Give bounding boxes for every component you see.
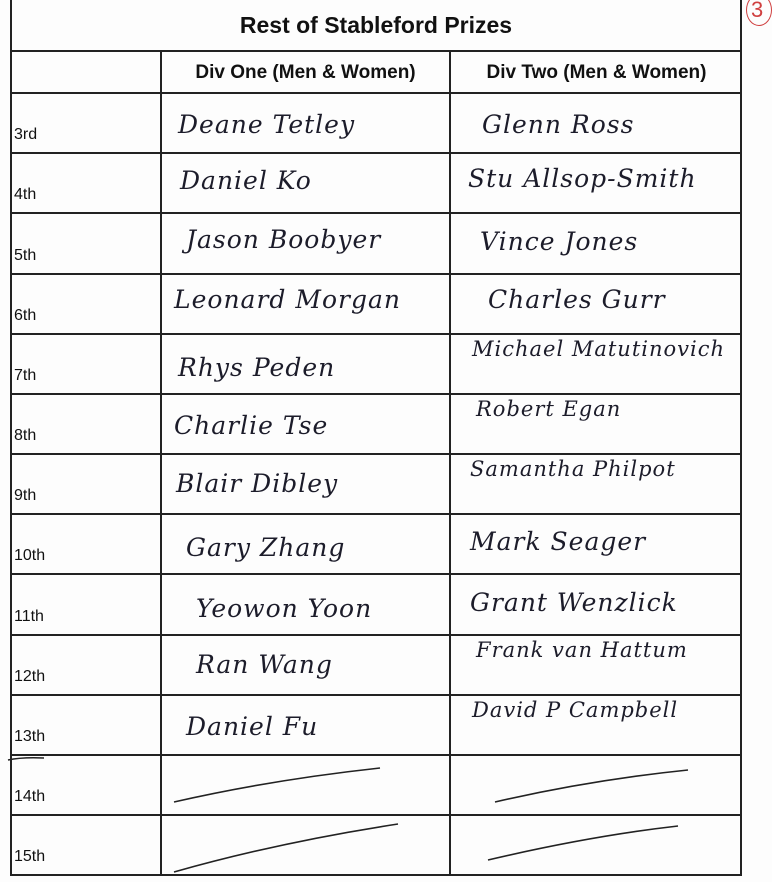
page-number-mark: 3 xyxy=(746,0,772,26)
row-position-label: 6th xyxy=(14,307,37,324)
row-position-label: 12th xyxy=(14,668,46,685)
div-two-winner: Robert Egan xyxy=(476,397,622,421)
div-one-winner: Yeowon Yoon xyxy=(196,594,373,623)
div-one-winner: Daniel Ko xyxy=(180,166,312,195)
div-one-winner: Jason Boobyer xyxy=(186,225,382,254)
row-position-label: 4th xyxy=(14,186,37,203)
div-one-winner: Deane Tetley xyxy=(178,110,356,139)
dash-stroke xyxy=(8,758,44,760)
column-header-div-two: Div Two (Men & Women) xyxy=(486,62,707,83)
row-position-label: 15th xyxy=(14,848,46,865)
row-position-label: 13th xyxy=(14,728,46,745)
div-one-winner: Blair Dibley xyxy=(176,469,339,498)
div-two-winner: Grant Wenzlick xyxy=(470,588,678,617)
dash-stroke xyxy=(174,768,380,802)
sheet-title: Rest of Stableford Prizes xyxy=(239,11,513,38)
div-one-winner: Gary Zhang xyxy=(186,533,346,562)
row-position-label: 7th xyxy=(14,367,37,384)
row-position-label: 9th xyxy=(14,487,37,504)
row-position-label: 14th xyxy=(14,788,46,805)
row-position-label: 5th xyxy=(14,247,37,264)
div-one-winner: Leonard Morgan xyxy=(174,285,401,314)
dash-stroke xyxy=(174,824,398,872)
row-position-label: 10th xyxy=(14,547,46,564)
div-two-winner: Charles Gurr xyxy=(488,285,666,314)
div-two-winner: David P Campbell xyxy=(472,698,679,722)
row-position-label: 11th xyxy=(14,608,44,625)
dash-stroke xyxy=(488,826,678,860)
row-position-label: 3rd xyxy=(14,126,38,143)
div-one-winner: Charlie Tse xyxy=(174,411,329,440)
div-two-winner: Michael Matutinovich xyxy=(472,337,726,361)
div-two-winner: Vince Jones xyxy=(480,227,639,256)
div-one-winner: Ran Wang xyxy=(196,650,333,679)
row-position-label: 8th xyxy=(14,427,37,444)
div-one-winner: Daniel Fu xyxy=(186,712,319,741)
div-two-winner: Stu Allsop-Smith xyxy=(468,164,697,193)
div-two-winner: Frank van Hattum xyxy=(476,638,688,662)
dash-stroke xyxy=(495,770,688,802)
column-header-div-one: Div One (Men & Women) xyxy=(195,62,416,83)
div-two-winner: Mark Seager xyxy=(470,527,647,556)
div-one-winner: Rhys Peden xyxy=(178,353,336,382)
div-two-winner: Glenn Ross xyxy=(482,110,635,139)
div-two-winner: Samantha Philpot xyxy=(470,457,676,481)
